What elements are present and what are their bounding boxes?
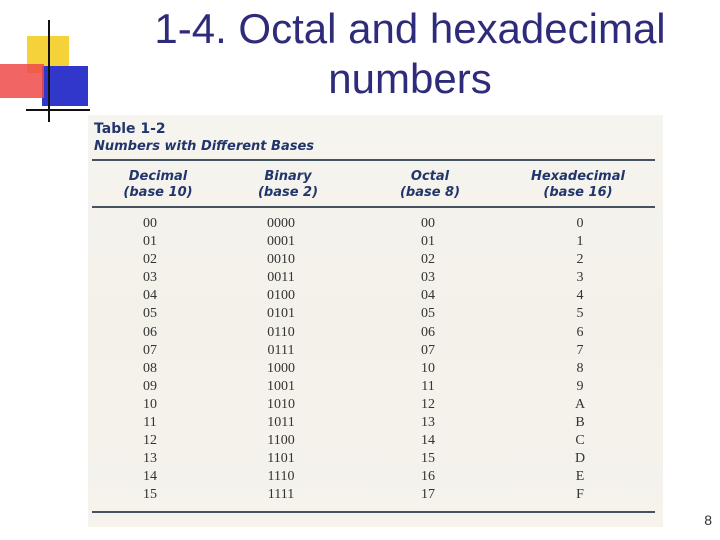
table-caption: Numbers with Different Bases (94, 139, 315, 154)
table-cell: 04 (421, 288, 435, 304)
table-cell: 15 (143, 487, 157, 503)
table-cell: 02 (421, 252, 435, 268)
table-cell: 3 (576, 270, 584, 286)
table-cell: 15 (421, 451, 435, 467)
table-cell: 00 (421, 216, 435, 231)
column-header-line: (base 10) (123, 185, 193, 200)
table-cell: 05 (143, 306, 157, 322)
table-cell: 9 (576, 378, 584, 394)
table-cell: 01 (143, 234, 157, 250)
table-cell: 07 (421, 342, 435, 358)
column-header-line: Decimal (128, 169, 188, 184)
table-cell: 11 (143, 415, 157, 431)
table-cell: 0110 (267, 324, 295, 340)
table-cell: 08 (143, 360, 157, 376)
table-cell: 17 (421, 487, 435, 503)
table-cell: 4 (576, 288, 584, 304)
table-cell: E (575, 469, 585, 485)
table-cell: 13 (143, 451, 157, 467)
table-cell: 0011 (267, 270, 295, 286)
page-number: 8 (704, 512, 712, 528)
table-cell: D (574, 451, 586, 467)
table-cell: 11 (421, 378, 435, 394)
table-cell: 10 (421, 360, 435, 376)
slide-logo-icon (0, 0, 90, 125)
table-cell: 0010 (267, 252, 295, 268)
table-cell: 10 (143, 396, 157, 412)
table-cell: 05 (421, 306, 435, 322)
table-cell: 1110 (267, 469, 295, 485)
slide-title-line-2: numbers (328, 55, 492, 102)
column-decimal (80, 215, 220, 505)
column-header-line: (base 2) (257, 185, 319, 200)
table-cell: 09 (143, 378, 157, 394)
table-cell: 01 (421, 234, 435, 250)
table-header-rule (92, 206, 655, 208)
table-cell: 0 (576, 216, 584, 231)
table-cell: 1000 (267, 360, 295, 376)
table-cell: C (575, 433, 585, 449)
table-cell: 1011 (267, 415, 295, 431)
table-cell: 1101 (267, 451, 295, 467)
column-binary (211, 215, 351, 505)
column-header-line: (base 8) (399, 185, 461, 200)
table-cell: 7 (576, 342, 584, 358)
table-top-rule (92, 159, 655, 161)
table-cell: 07 (143, 342, 157, 358)
column-hexadecimal (510, 215, 650, 505)
table-cell: 03 (143, 270, 157, 286)
column-header-hexadecimal (508, 169, 648, 201)
table-cell: 12 (421, 396, 435, 412)
table-cell: F (576, 487, 584, 503)
table-cell: 03 (421, 270, 435, 286)
table-cell: 1111 (267, 487, 295, 503)
table-cell: 1100 (267, 433, 295, 449)
column-header-line: Hexadecimal (531, 169, 625, 184)
table-cell: 16 (421, 469, 435, 485)
table-image (88, 115, 663, 527)
column-header-line: Binary (264, 169, 312, 184)
table-number: Table 1-2 (94, 121, 166, 137)
table-cell: A (574, 396, 586, 412)
table-cell: 13 (421, 415, 435, 431)
slide-title (110, 4, 710, 104)
logo-red-square (0, 64, 44, 98)
table-cell: 0001 (267, 234, 295, 250)
column-header-octal (360, 169, 500, 201)
table-cell: 5 (576, 306, 584, 322)
table-cell: 06 (421, 324, 435, 340)
table-cell: 0000 (267, 216, 295, 231)
table-cell: 06 (143, 324, 157, 340)
column-octal (358, 215, 498, 505)
table-cell: 04 (143, 288, 157, 304)
column-header-line: (base 16) (543, 185, 613, 200)
table-cell: 0100 (267, 288, 295, 304)
table-cell: 6 (576, 324, 584, 340)
column-header-line: Octal (410, 169, 450, 184)
table-cell: 14 (421, 433, 435, 449)
table-cell: 1010 (267, 396, 295, 412)
table-bottom-rule (92, 511, 655, 513)
table-cell: 14 (143, 469, 157, 485)
table-cell: B (575, 415, 585, 431)
column-header-decimal (88, 169, 228, 201)
slide-title-line-1: 1-4. Octal and hexadecimal (154, 5, 666, 52)
table-cell: 2 (576, 252, 584, 268)
table-cell: 1 (576, 234, 584, 250)
table-cell: 12 (143, 433, 157, 449)
table-cell: 1001 (267, 378, 295, 394)
table-cell: 0101 (267, 306, 295, 322)
table-cell: 8 (576, 360, 584, 376)
column-header-binary (218, 169, 358, 201)
table-cell: 0111 (267, 342, 295, 358)
table-cell: 02 (143, 252, 157, 268)
table-cell: 00 (143, 216, 157, 231)
